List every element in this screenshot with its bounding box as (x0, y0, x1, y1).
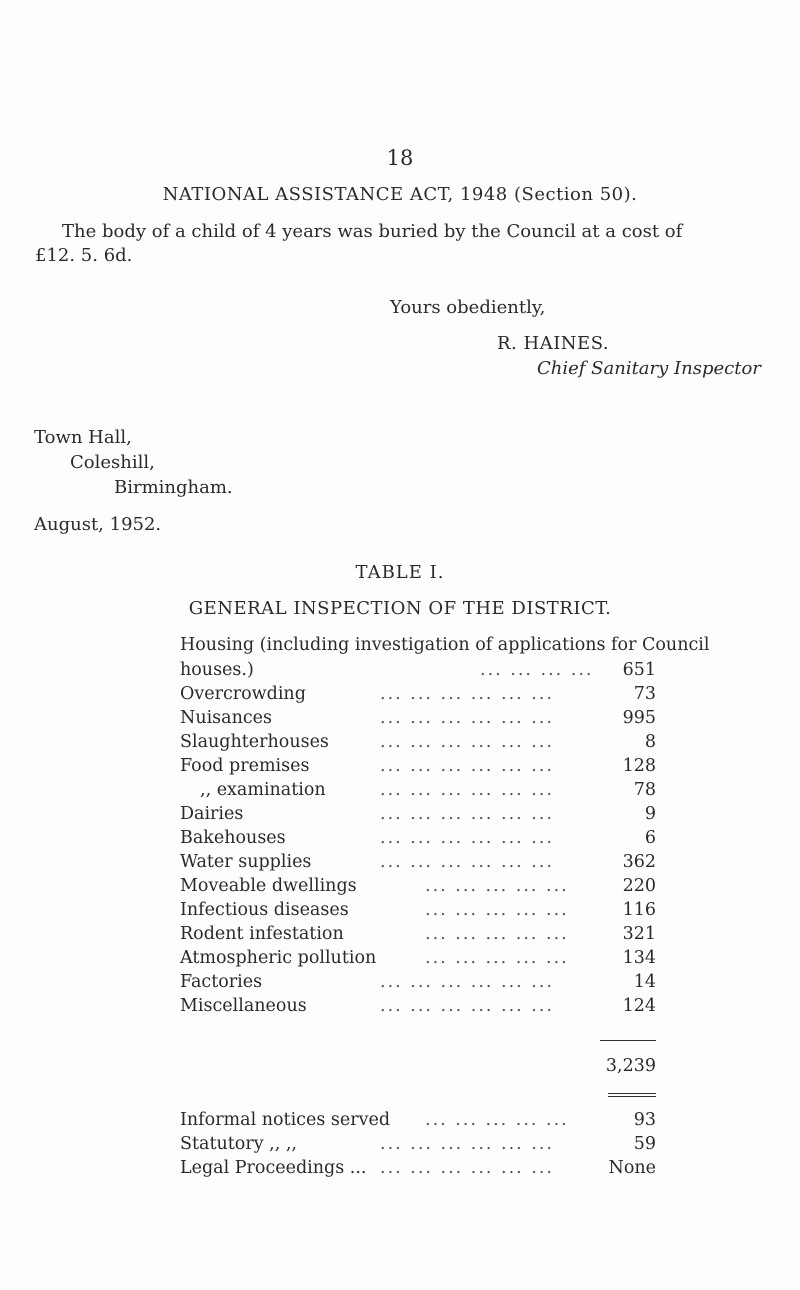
row-leader: ... ... ... ... ... (425, 876, 569, 896)
table-row (180, 924, 656, 948)
row-label: Nuisances (180, 708, 273, 728)
row-leader: ... ... ... ... ... ... (380, 756, 554, 776)
row-leader: ... ... ... ... ... ... (380, 804, 554, 824)
row-leader: ... ... ... ... ... ... (380, 1134, 554, 1154)
row-label: Water supplies (180, 852, 312, 872)
notice-row (180, 1134, 656, 1158)
row-value: 8 (644, 732, 656, 752)
row-label: Overcrowding (180, 684, 306, 704)
row-value: 128 (622, 756, 656, 776)
row-leader: ... ... ... ... ... (425, 924, 569, 944)
row-value: 116 (622, 900, 656, 920)
row-label: Moveable dwellings (180, 876, 357, 896)
table-row (180, 852, 656, 876)
signature-title: Chief Sanitary Inspector (537, 358, 761, 379)
table-row (180, 708, 656, 732)
table-row (180, 828, 656, 852)
row-value: 59 (633, 1134, 656, 1154)
row-label: Food premises (180, 756, 310, 776)
row-leader: ... ... ... ... (480, 660, 594, 680)
letter-date: August, 1952. (34, 514, 162, 535)
row-label: Statutory ,, ,, (180, 1134, 297, 1154)
table-row (180, 900, 656, 924)
table-row (180, 732, 656, 756)
row-label: Factories (180, 972, 263, 992)
row-value: 9 (644, 804, 656, 824)
signature-name: R. HAINES. (497, 333, 610, 354)
address-line1: Town Hall, (34, 427, 132, 448)
row-label: Bakehouses (180, 828, 286, 848)
table-row (180, 804, 656, 828)
notice-row (180, 1110, 656, 1134)
row-label: Dairies (180, 804, 244, 824)
inspection-total: 3,239 (605, 1056, 656, 1076)
table-title: TABLE I. (355, 562, 445, 583)
address-line3: Birmingham. (114, 477, 233, 498)
table-row (180, 996, 656, 1020)
row-leader: ... ... ... ... ... ... (380, 708, 554, 728)
row-value: 78 (633, 780, 656, 800)
row-label: Informal notices served (180, 1110, 391, 1130)
row-leader: ... ... ... ... ... ... (380, 684, 554, 704)
row-leader: ... ... ... ... ... (425, 1110, 569, 1130)
row-leader: ... ... ... ... ... ... (380, 828, 554, 848)
row-value: 73 (633, 684, 656, 704)
row-leader: ... ... ... ... ... ... (380, 852, 554, 872)
row-value: 362 (622, 852, 656, 872)
table-row (180, 660, 656, 684)
burial-paragraph-line1: The body of a child of 4 years was buried by the Council at a cost of (62, 221, 683, 242)
row-value: 124 (622, 996, 656, 1016)
row-leader: ... ... ... ... ... ... (380, 996, 554, 1016)
row-label: Legal Proceedings ... (180, 1158, 367, 1178)
signature-closing: Yours obediently, (390, 297, 546, 318)
page-number: 18 (386, 146, 414, 170)
row-value: 6 (644, 828, 656, 848)
address-line2: Coleshill, (70, 452, 155, 473)
row-value: 220 (622, 876, 656, 896)
table-row (180, 876, 656, 900)
table-row (180, 948, 656, 972)
table-row (180, 780, 656, 804)
table-heading: GENERAL INSPECTION OF THE DISTRICT. (188, 598, 612, 619)
row-leader: ... ... ... ... ... ... (380, 972, 554, 992)
row-label: Slaughterhouses (180, 732, 329, 752)
row-label: Atmospheric pollution (180, 948, 377, 968)
table-row (180, 684, 656, 708)
table-row (180, 972, 656, 996)
row-label: Infectious diseases (180, 900, 349, 920)
row-label: houses.) (180, 660, 254, 680)
notice-row (180, 1158, 656, 1182)
row-value: 93 (633, 1110, 656, 1130)
row-label: Rodent infestation (180, 924, 344, 944)
row-leader: ... ... ... ... ... (425, 900, 569, 920)
row-label: Miscellaneous (180, 996, 307, 1016)
double-rule-top (608, 1093, 656, 1094)
row-leader: ... ... ... ... ... ... (380, 780, 554, 800)
row-value: 14 (633, 972, 656, 992)
total-rule (600, 1040, 656, 1041)
row-leader: ... ... ... ... ... (425, 948, 569, 968)
double-rule-bottom (608, 1096, 656, 1097)
row-leader: ... ... ... ... ... ... (380, 732, 554, 752)
table-row (180, 756, 656, 780)
burial-paragraph-line2: £12. 5. 6d. (35, 245, 133, 266)
row-value: 651 (622, 660, 656, 680)
row-value: None (608, 1158, 656, 1178)
act-heading: NATIONAL ASSISTANCE ACT, 1948 (Section 50). (162, 184, 638, 205)
row-label: ,, examination (200, 780, 326, 800)
row-value: 321 (622, 924, 656, 944)
row-leader: ... ... ... ... ... ... (380, 1158, 554, 1178)
row-value: 134 (622, 948, 656, 968)
table-intro-line: Housing (including investigation of applications for Council (180, 635, 710, 655)
row-value: 995 (622, 708, 656, 728)
